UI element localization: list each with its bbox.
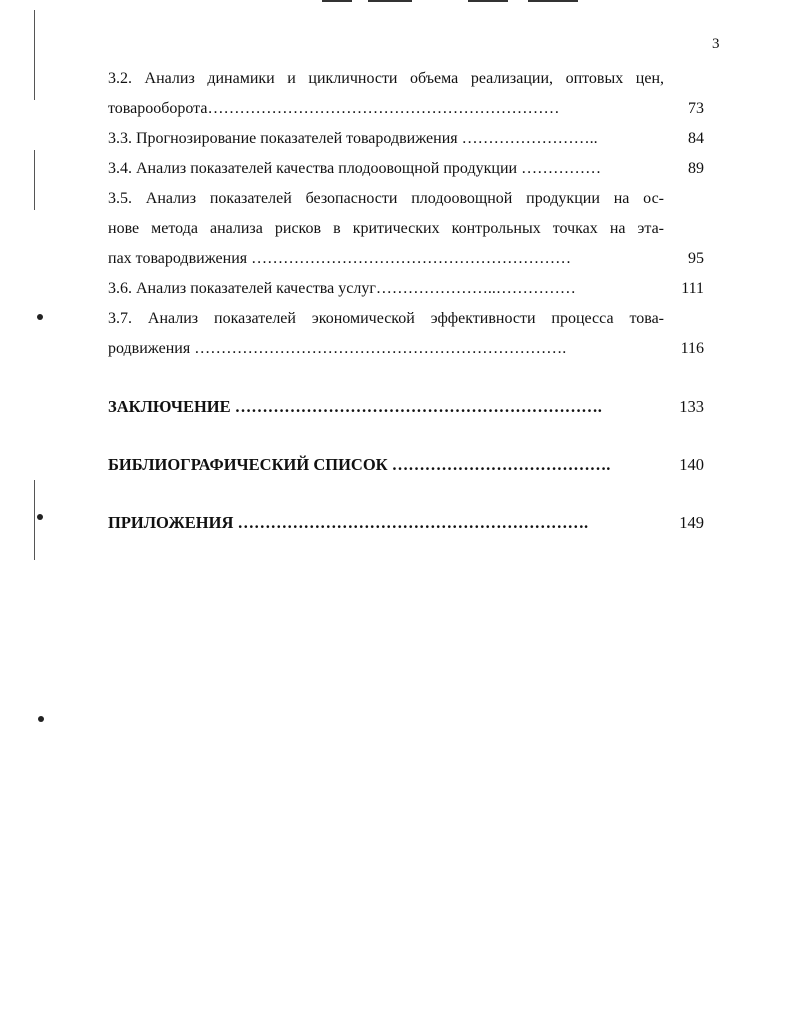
toc-entry-3-2 xyxy=(108,64,704,124)
toc-entry-text: 3.4. Анализ показателей качества плодоовощной продукции …………… xyxy=(108,160,602,177)
toc-entry-3-5 xyxy=(108,184,704,274)
top-edge-mark xyxy=(368,0,412,2)
toc-entry-text: БИБЛИОГРАФИЧЕСКИЙ СПИСОК …………………………………. xyxy=(108,455,611,474)
toc-line xyxy=(108,304,704,334)
toc-entry-text: 3.7. Анализ показателей экономической эффективности процесса това- xyxy=(108,310,664,327)
toc-page-number: 149 xyxy=(679,513,704,532)
toc-page-number: 73 xyxy=(688,100,704,117)
toc-entry-text: 3.6. Анализ показателей качества услуг…………………..…………… xyxy=(108,280,576,297)
binding-line xyxy=(34,480,35,560)
toc-page-number: 111 xyxy=(681,280,704,297)
toc-page-number: 116 xyxy=(680,340,704,357)
binding-line xyxy=(34,10,35,100)
toc-line xyxy=(108,94,704,124)
toc-line xyxy=(108,124,704,154)
toc-line xyxy=(108,64,704,94)
toc-page-number: 140 xyxy=(679,455,704,474)
toc-line xyxy=(108,184,704,214)
toc-entry-text: нове метода анализа рисков в критических контрольных точках на эта- xyxy=(108,220,664,237)
toc-page-number: 133 xyxy=(679,397,704,416)
toc-page-number: 89 xyxy=(688,160,704,177)
toc-entry-conclusion xyxy=(108,392,704,422)
toc-entry-text: пах товародвижения …………………………………………………… xyxy=(108,250,572,267)
toc-entry-text: 3.5. Анализ показателей безопасности плодоовощной продукции на ос- xyxy=(108,190,664,207)
toc-entry-text: ПРИЛОЖЕНИЯ ………………………………………………………. xyxy=(108,513,589,532)
toc-entry-3-7 xyxy=(108,304,704,364)
toc-page-number: 84 xyxy=(688,130,704,147)
binding-hole-dot xyxy=(38,716,44,722)
toc-entry-bibliography xyxy=(108,450,704,480)
toc-entry-text: ЗАКЛЮЧЕНИЕ …………………………………………………………. xyxy=(108,397,602,416)
toc-line xyxy=(108,334,704,364)
toc-page-number: 95 xyxy=(688,250,704,267)
toc-entry-text: товарооборота………………………………………………………… xyxy=(108,100,560,117)
top-edge-mark xyxy=(322,0,352,2)
binding-hole-dot xyxy=(37,314,43,320)
toc-line xyxy=(108,244,704,274)
toc-entry-3-4 xyxy=(108,154,704,184)
top-edge-mark xyxy=(528,0,578,2)
toc-entry-appendices xyxy=(108,508,704,538)
table-of-contents xyxy=(108,64,704,538)
toc-entry-text: родвижения ……………………………………………………………. xyxy=(108,340,567,357)
binding-hole-dot xyxy=(37,514,43,520)
page-number: 3 xyxy=(712,36,720,52)
top-edge-mark xyxy=(468,0,508,2)
toc-entry-text: 3.2. Анализ динамики и цикличности объема реализации, оптовых цен, xyxy=(108,70,664,87)
toc-line xyxy=(108,154,704,184)
toc-entry-3-3 xyxy=(108,124,704,154)
toc-line xyxy=(108,274,704,304)
binding-line xyxy=(34,150,35,210)
toc-entry-text: 3.3. Прогнозирование показателей товародвижения …………………….. xyxy=(108,130,598,147)
toc-line xyxy=(108,214,704,244)
toc-entry-3-6 xyxy=(108,274,704,304)
